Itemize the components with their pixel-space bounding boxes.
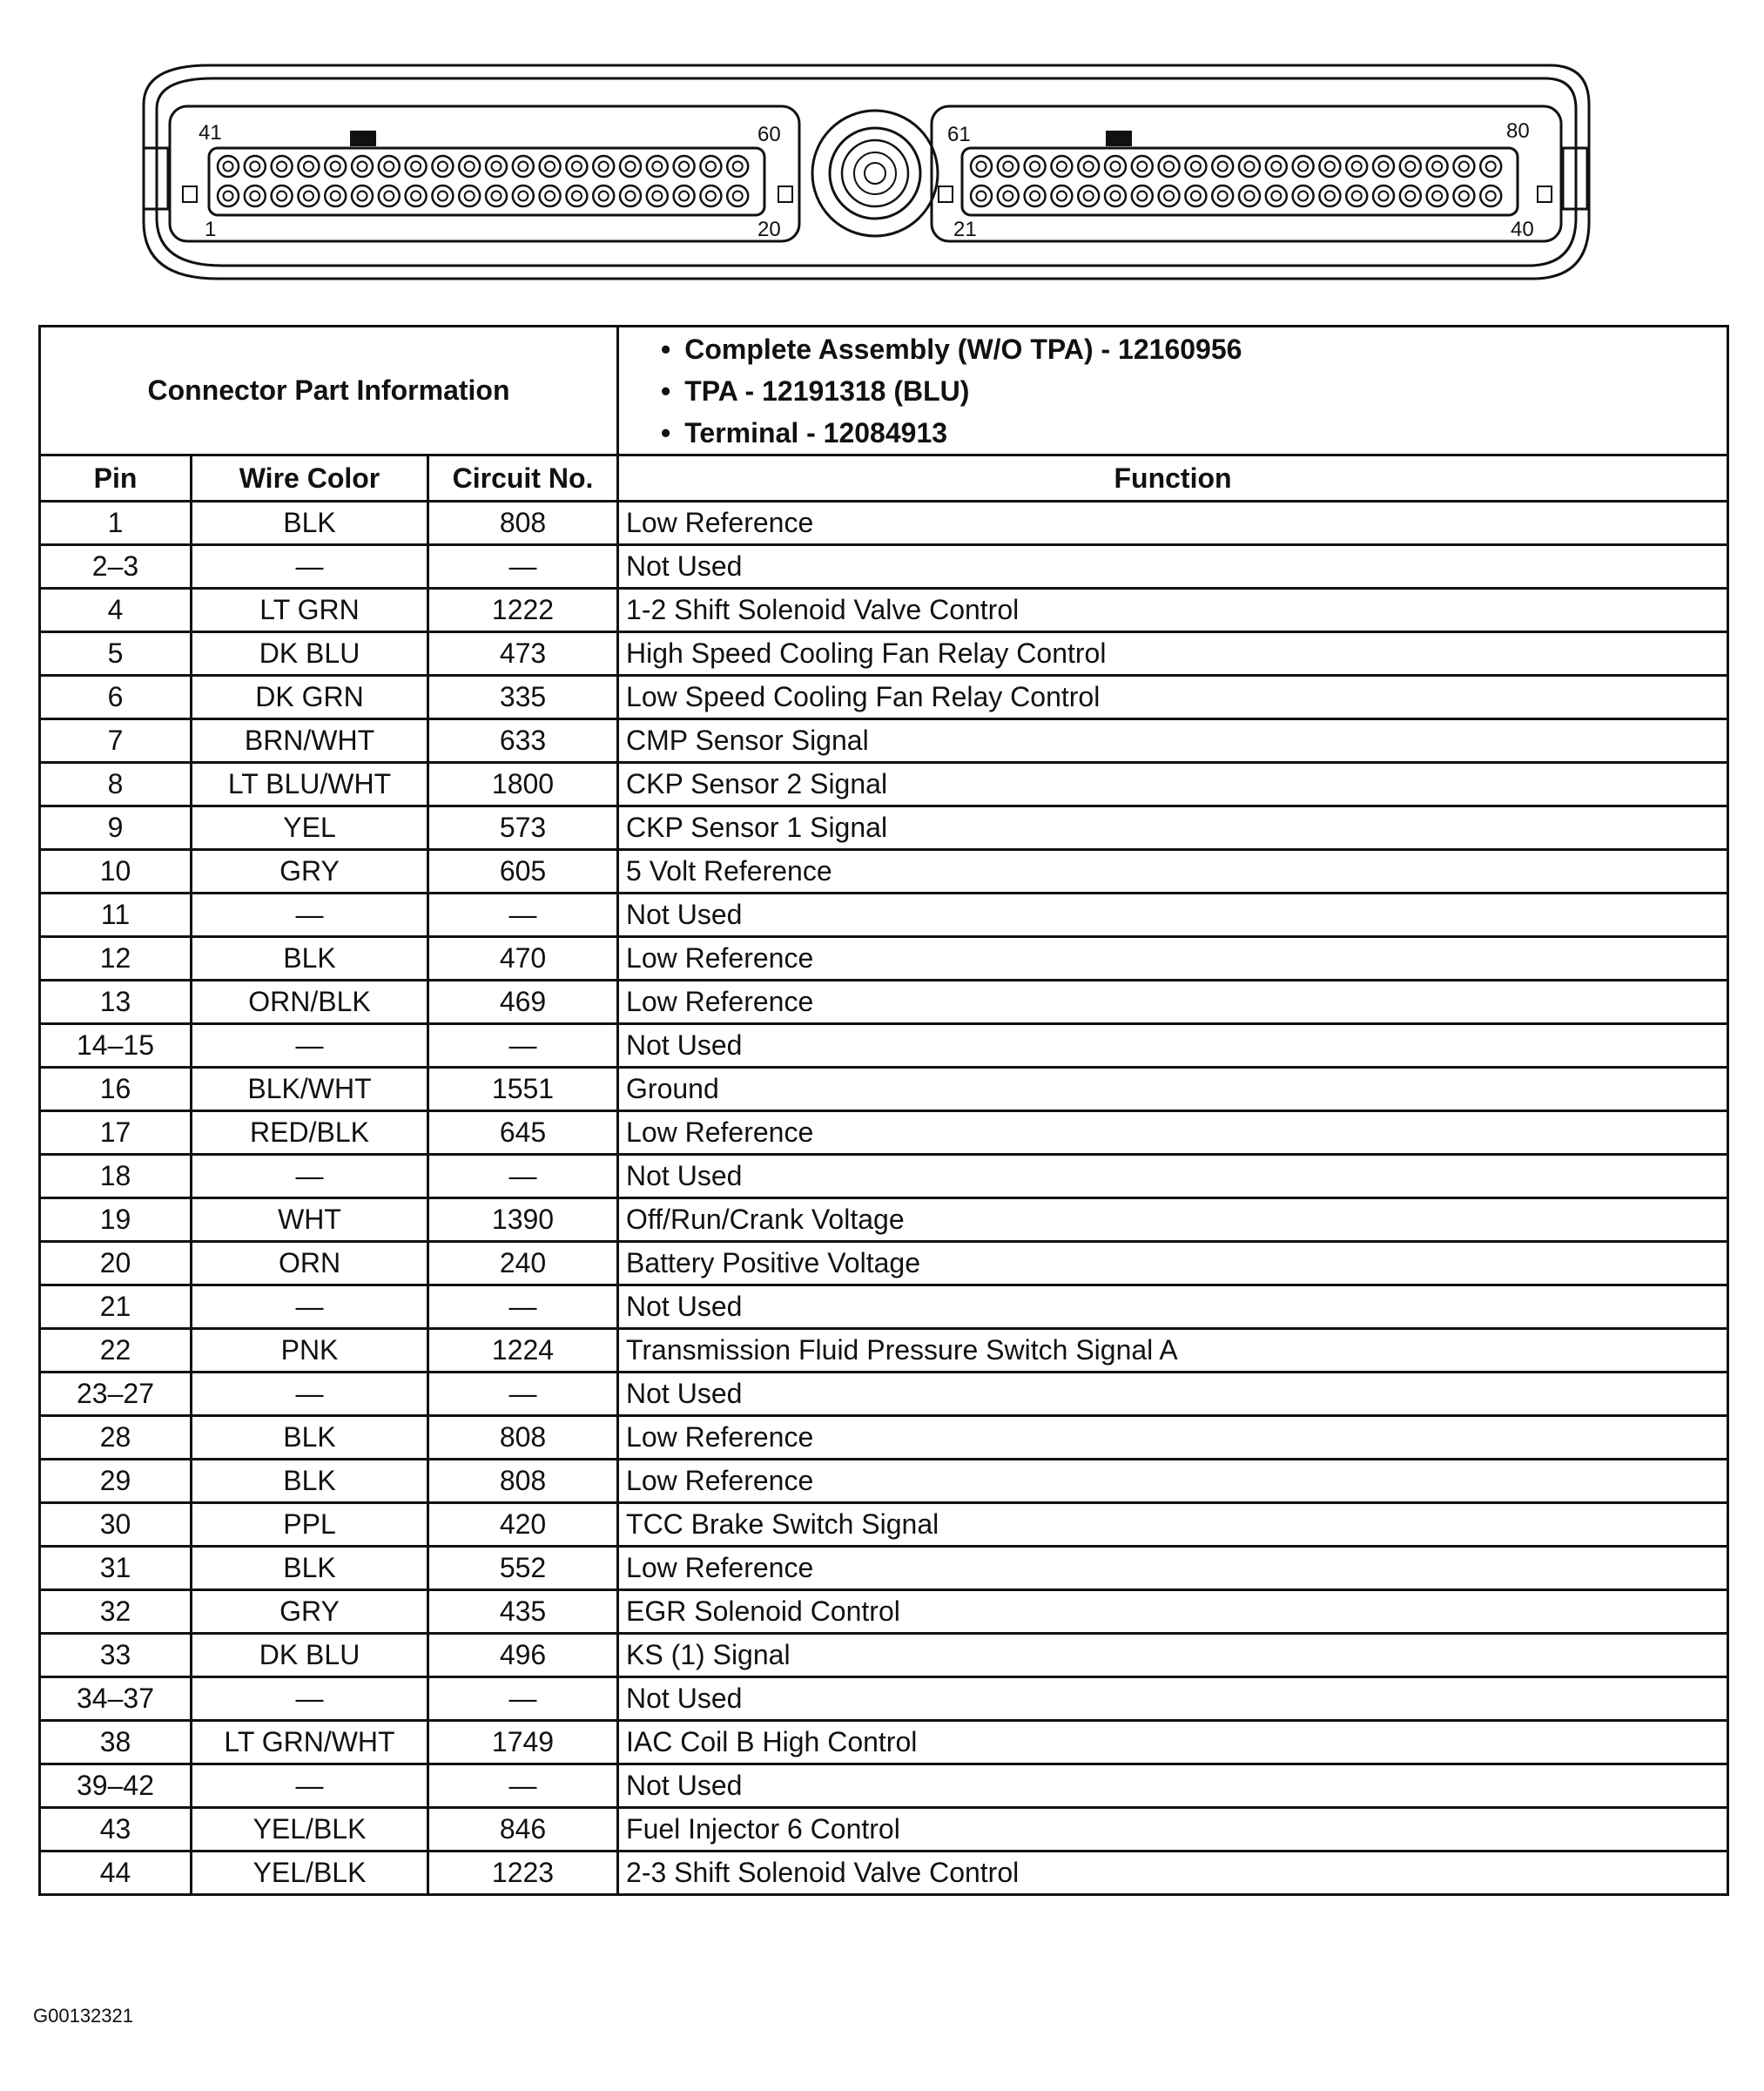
table-row	[40, 545, 1728, 589]
terminal-cavity	[459, 156, 480, 177]
cell-pin: 34–37	[40, 1677, 192, 1721]
cell-circuit-no: 1222	[428, 589, 618, 632]
table-row	[40, 981, 1728, 1024]
cell-function: Ground	[618, 1068, 1728, 1111]
terminal-cavity	[432, 156, 453, 177]
table-row	[40, 1285, 1728, 1329]
cell-circuit-no: 473	[428, 632, 618, 676]
terminal-cavity	[1346, 156, 1367, 177]
terminal-cavity	[513, 185, 534, 206]
table-row	[40, 1155, 1728, 1198]
terminal-cavity	[1159, 185, 1180, 206]
connector-info-list	[626, 328, 1720, 454]
terminal-cavity	[272, 156, 293, 177]
cell-circuit-no: 1223	[428, 1852, 618, 1895]
terminal-cavity	[1319, 156, 1340, 177]
cell-wire-color: BLK	[192, 1547, 428, 1590]
table-row	[40, 1242, 1728, 1285]
terminal-cavity	[620, 156, 641, 177]
cell-pin: 32	[40, 1590, 192, 1634]
cell-wire-color: DK GRN	[192, 676, 428, 719]
cell-function: Low Reference	[618, 1547, 1728, 1590]
table-row	[40, 1198, 1728, 1242]
terminal-cavity	[1025, 156, 1046, 177]
cell-circuit-no: 470	[428, 937, 618, 981]
cell-circuit-no: —	[428, 894, 618, 937]
terminal-cavity	[1078, 156, 1099, 177]
cell-function: Not Used	[618, 894, 1728, 937]
cell-pin: 12	[40, 937, 192, 981]
terminal-cavity	[700, 156, 721, 177]
connector-info-row	[40, 327, 1728, 455]
terminal-cavity	[1400, 185, 1421, 206]
terminal-cavity	[1453, 156, 1474, 177]
cell-pin: 39–42	[40, 1764, 192, 1808]
cell-circuit-no: 552	[428, 1547, 618, 1590]
terminal-cavity	[1293, 185, 1314, 206]
terminal-cavity	[245, 185, 266, 206]
cell-pin: 2–3	[40, 545, 192, 589]
connector-info-list-cell	[618, 327, 1728, 455]
terminal-cavity	[1105, 156, 1126, 177]
cell-pin: 17	[40, 1111, 192, 1155]
terminal-cavity	[325, 156, 346, 177]
cell-wire-color: YEL/BLK	[192, 1852, 428, 1895]
cell-wire-color: —	[192, 1373, 428, 1416]
cell-pin: 28	[40, 1416, 192, 1460]
cell-wire-color: DK BLU	[192, 1634, 428, 1677]
cell-circuit-no: 808	[428, 1460, 618, 1503]
cavity-label-20: 20	[757, 218, 781, 241]
cell-function: Not Used	[618, 545, 1728, 589]
cell-wire-color: BLK	[192, 937, 428, 981]
terminal-cavity	[1185, 156, 1206, 177]
cell-circuit-no: 633	[428, 719, 618, 763]
terminal-cavity	[1427, 185, 1448, 206]
info-item-tpa: • TPA - 12191318 (BLU)	[661, 370, 1720, 412]
table-row	[40, 1764, 1728, 1808]
cell-circuit-no: —	[428, 1024, 618, 1068]
center-bolt	[812, 111, 938, 236]
terminal-cavity	[1051, 185, 1072, 206]
terminal-cavity	[971, 156, 992, 177]
table-row	[40, 1329, 1728, 1373]
cell-function: CKP Sensor 1 Signal	[618, 806, 1728, 850]
table-row	[40, 502, 1728, 545]
cell-wire-color: WHT	[192, 1198, 428, 1242]
table-row	[40, 1677, 1728, 1721]
cell-function: CKP Sensor 2 Signal	[618, 763, 1728, 806]
header-function: Function	[618, 455, 1728, 502]
cell-wire-color: RED/BLK	[192, 1111, 428, 1155]
cell-circuit-no: 605	[428, 850, 618, 894]
cell-wire-color: PNK	[192, 1329, 428, 1373]
cavity-label-60: 60	[757, 123, 781, 146]
cell-function: Off/Run/Crank Voltage	[618, 1198, 1728, 1242]
terminal-cavity	[1212, 185, 1233, 206]
table-row	[40, 1808, 1728, 1852]
terminal-cavity	[218, 185, 239, 206]
cell-pin: 19	[40, 1198, 192, 1242]
table-row	[40, 1373, 1728, 1416]
table-row	[40, 1416, 1728, 1460]
table-row	[40, 1590, 1728, 1634]
cell-function: IAC Coil B High Control	[618, 1721, 1728, 1764]
terminal-cavity	[1078, 185, 1099, 206]
cell-function: High Speed Cooling Fan Relay Control	[618, 632, 1728, 676]
terminal-cavity	[1159, 156, 1180, 177]
cell-pin: 30	[40, 1503, 192, 1547]
info-item-terminal: • Terminal - 12084913	[661, 412, 1720, 454]
cell-pin: 13	[40, 981, 192, 1024]
cavity-label-40: 40	[1511, 218, 1534, 241]
cell-function: EGR Solenoid Control	[618, 1590, 1728, 1634]
cell-function: Low Reference	[618, 937, 1728, 981]
cavity-label-80: 80	[1506, 119, 1530, 143]
table-row	[40, 1111, 1728, 1155]
cell-pin: 4	[40, 589, 192, 632]
cell-function: Low Reference	[618, 1416, 1728, 1460]
cell-pin: 33	[40, 1634, 192, 1677]
cell-function: Low Reference	[618, 1460, 1728, 1503]
cell-pin: 5	[40, 632, 192, 676]
connector-info-label: Connector Part Information	[40, 327, 618, 455]
cell-wire-color: —	[192, 894, 428, 937]
cell-wire-color: —	[192, 1155, 428, 1198]
terminal-cavity	[1051, 156, 1072, 177]
cell-circuit-no: 496	[428, 1634, 618, 1677]
cell-circuit-no: —	[428, 1373, 618, 1416]
terminal-cavity	[1212, 156, 1233, 177]
table-row	[40, 1503, 1728, 1547]
cell-circuit-no: 1800	[428, 763, 618, 806]
cell-wire-color: BLK	[192, 1416, 428, 1460]
terminal-cavity	[1400, 156, 1421, 177]
terminal-cavity	[1132, 156, 1153, 177]
cell-pin: 43	[40, 1808, 192, 1852]
table-row	[40, 850, 1728, 894]
terminal-cavity	[540, 156, 561, 177]
terminal-cavity	[406, 156, 427, 177]
cell-wire-color: ORN	[192, 1242, 428, 1285]
terminal-cavity	[566, 156, 587, 177]
terminal-cavity	[513, 156, 534, 177]
terminal-cavity	[1025, 185, 1046, 206]
cavity-label-41: 41	[199, 121, 222, 145]
table-row	[40, 676, 1728, 719]
cell-pin: 1	[40, 502, 192, 545]
terminal-cavity	[1480, 185, 1501, 206]
terminal-cavity	[647, 185, 668, 206]
table-row	[40, 1852, 1728, 1895]
cell-pin: 21	[40, 1285, 192, 1329]
terminal-cavity	[272, 185, 293, 206]
cell-wire-color: —	[192, 1024, 428, 1068]
cell-circuit-no: —	[428, 1764, 618, 1808]
cell-circuit-no: —	[428, 1677, 618, 1721]
cell-pin: 16	[40, 1068, 192, 1111]
table-header-row	[40, 455, 1728, 502]
cell-circuit-no: —	[428, 1285, 618, 1329]
cell-circuit-no: 469	[428, 981, 618, 1024]
cell-wire-color: GRY	[192, 850, 428, 894]
terminal-cavity	[1319, 185, 1340, 206]
cell-pin: 10	[40, 850, 192, 894]
cavity-label-1: 1	[205, 218, 217, 241]
connector-diagram	[0, 0, 1764, 296]
cell-function: KS (1) Signal	[618, 1634, 1728, 1677]
info-item-complete-assembly: • Complete Assembly (W/O TPA) - 12160956	[661, 328, 1720, 370]
terminal-cavity	[1373, 156, 1394, 177]
cell-circuit-no: 808	[428, 1416, 618, 1460]
cell-function: Low Reference	[618, 981, 1728, 1024]
terminal-cavity	[1239, 156, 1260, 177]
cell-pin: 31	[40, 1547, 192, 1590]
cell-wire-color: PPL	[192, 1503, 428, 1547]
terminal-cavity	[325, 185, 346, 206]
terminal-cavity	[1105, 185, 1126, 206]
table-row	[40, 1460, 1728, 1503]
table-row	[40, 1068, 1728, 1111]
terminal-cavity	[674, 185, 695, 206]
cell-wire-color: —	[192, 1764, 428, 1808]
table-row	[40, 763, 1728, 806]
table-row	[40, 937, 1728, 981]
terminal-cavity	[593, 156, 614, 177]
terminal-cavity	[298, 185, 319, 206]
cell-circuit-no: 335	[428, 676, 618, 719]
cell-pin: 29	[40, 1460, 192, 1503]
terminal-cavity	[1132, 185, 1153, 206]
cell-pin: 18	[40, 1155, 192, 1198]
terminal-cavity	[700, 185, 721, 206]
cell-pin: 20	[40, 1242, 192, 1285]
cell-wire-color: —	[192, 1285, 428, 1329]
right-key-tab	[1106, 131, 1132, 146]
cell-function: Low Reference	[618, 502, 1728, 545]
table-row	[40, 719, 1728, 763]
terminal-cavity	[1185, 185, 1206, 206]
cell-circuit-no: 435	[428, 1590, 618, 1634]
cell-circuit-no: 1390	[428, 1198, 618, 1242]
terminal-cavity	[1293, 156, 1314, 177]
terminal-cavity	[298, 156, 319, 177]
cell-function: Not Used	[618, 1285, 1728, 1329]
cell-circuit-no: 1224	[428, 1329, 618, 1373]
table-row	[40, 894, 1728, 937]
cell-wire-color: YEL/BLK	[192, 1808, 428, 1852]
cell-pin: 8	[40, 763, 192, 806]
cell-wire-color: LT GRN	[192, 589, 428, 632]
cell-function: Not Used	[618, 1024, 1728, 1068]
cell-function: Transmission Fluid Pressure Switch Signal A	[618, 1329, 1728, 1373]
cell-pin: 23–27	[40, 1373, 192, 1416]
cell-circuit-no: —	[428, 1155, 618, 1198]
terminal-cavity	[486, 185, 507, 206]
terminal-cavity	[406, 185, 427, 206]
terminal-cavity	[971, 185, 992, 206]
cell-circuit-no: 808	[428, 502, 618, 545]
cell-function: Not Used	[618, 1373, 1728, 1416]
table-row	[40, 1721, 1728, 1764]
terminal-cavity	[352, 185, 373, 206]
cavity-label-61: 61	[947, 123, 971, 146]
left-key-tab	[350, 131, 376, 146]
cell-circuit-no: 1749	[428, 1721, 618, 1764]
terminal-cavity	[998, 185, 1019, 206]
terminal-cavity	[459, 185, 480, 206]
terminal-cavity	[1346, 185, 1367, 206]
cell-function: Low Speed Cooling Fan Relay Control	[618, 676, 1728, 719]
terminal-cavity	[218, 156, 239, 177]
cell-function: Not Used	[618, 1677, 1728, 1721]
header-circuit-no: Circuit No.	[428, 455, 618, 502]
cell-pin: 7	[40, 719, 192, 763]
cell-circuit-no: 240	[428, 1242, 618, 1285]
cavity-label-21: 21	[953, 218, 977, 241]
terminal-cavity	[647, 156, 668, 177]
cell-pin: 11	[40, 894, 192, 937]
cell-function: Low Reference	[618, 1111, 1728, 1155]
terminal-cavity	[1480, 156, 1501, 177]
cell-wire-color: BLK	[192, 502, 428, 545]
table-row	[40, 806, 1728, 850]
terminal-cavity	[1239, 185, 1260, 206]
cell-circuit-no: 573	[428, 806, 618, 850]
cell-wire-color: LT BLU/WHT	[192, 763, 428, 806]
cell-pin: 14–15	[40, 1024, 192, 1068]
terminal-cavity	[566, 185, 587, 206]
terminal-cavity	[352, 156, 373, 177]
terminal-cavity	[1427, 156, 1448, 177]
table-row	[40, 1024, 1728, 1068]
cell-circuit-no: 420	[428, 1503, 618, 1547]
cell-function: Not Used	[618, 1155, 1728, 1198]
header-wire-color: Wire Color	[192, 455, 428, 502]
header-pin: Pin	[40, 455, 192, 502]
cell-pin: 9	[40, 806, 192, 850]
cell-wire-color: LT GRN/WHT	[192, 1721, 428, 1764]
cell-pin: 6	[40, 676, 192, 719]
cell-wire-color: GRY	[192, 1590, 428, 1634]
terminal-cavity	[486, 156, 507, 177]
cell-function: 1-2 Shift Solenoid Valve Control	[618, 589, 1728, 632]
cell-wire-color: —	[192, 545, 428, 589]
terminal-cavity	[727, 185, 748, 206]
cell-function: TCC Brake Switch Signal	[618, 1503, 1728, 1547]
cell-pin: 44	[40, 1852, 192, 1895]
terminal-cavity	[1453, 185, 1474, 206]
terminal-cavity	[379, 156, 400, 177]
cell-circuit-no: 1551	[428, 1068, 618, 1111]
terminal-cavity	[245, 156, 266, 177]
cell-function: 5 Volt Reference	[618, 850, 1728, 894]
terminal-cavity	[998, 156, 1019, 177]
table-row	[40, 589, 1728, 632]
table-row	[40, 1634, 1728, 1677]
terminal-cavity	[674, 156, 695, 177]
connector-pinout-table	[38, 325, 1729, 1896]
cell-function: 2-3 Shift Solenoid Valve Control	[618, 1852, 1728, 1895]
cell-function: Not Used	[618, 1764, 1728, 1808]
cell-wire-color: BLK/WHT	[192, 1068, 428, 1111]
table-row	[40, 632, 1728, 676]
terminal-cavity	[593, 185, 614, 206]
cell-wire-color: —	[192, 1677, 428, 1721]
terminal-cavity	[620, 185, 641, 206]
cell-circuit-no: —	[428, 545, 618, 589]
cell-wire-color: BLK	[192, 1460, 428, 1503]
cell-wire-color: DK BLU	[192, 632, 428, 676]
cell-pin: 38	[40, 1721, 192, 1764]
terminal-cavity	[1373, 185, 1394, 206]
cell-wire-color: ORN/BLK	[192, 981, 428, 1024]
terminal-cavity	[432, 185, 453, 206]
cell-wire-color: YEL	[192, 806, 428, 850]
terminal-cavity	[540, 185, 561, 206]
terminal-cavity	[1266, 185, 1287, 206]
table-row	[40, 1547, 1728, 1590]
terminal-cavity	[379, 185, 400, 206]
figure-id: G00132321	[33, 2005, 133, 2027]
cell-function: Battery Positive Voltage	[618, 1242, 1728, 1285]
cell-function: Fuel Injector 6 Control	[618, 1808, 1728, 1852]
terminal-cavity	[727, 156, 748, 177]
connector-housing-outer	[144, 65, 1589, 279]
cell-pin: 22	[40, 1329, 192, 1373]
cell-function: CMP Sensor Signal	[618, 719, 1728, 763]
cell-circuit-no: 846	[428, 1808, 618, 1852]
cell-wire-color: BRN/WHT	[192, 719, 428, 763]
terminal-cavity	[1266, 156, 1287, 177]
cell-circuit-no: 645	[428, 1111, 618, 1155]
